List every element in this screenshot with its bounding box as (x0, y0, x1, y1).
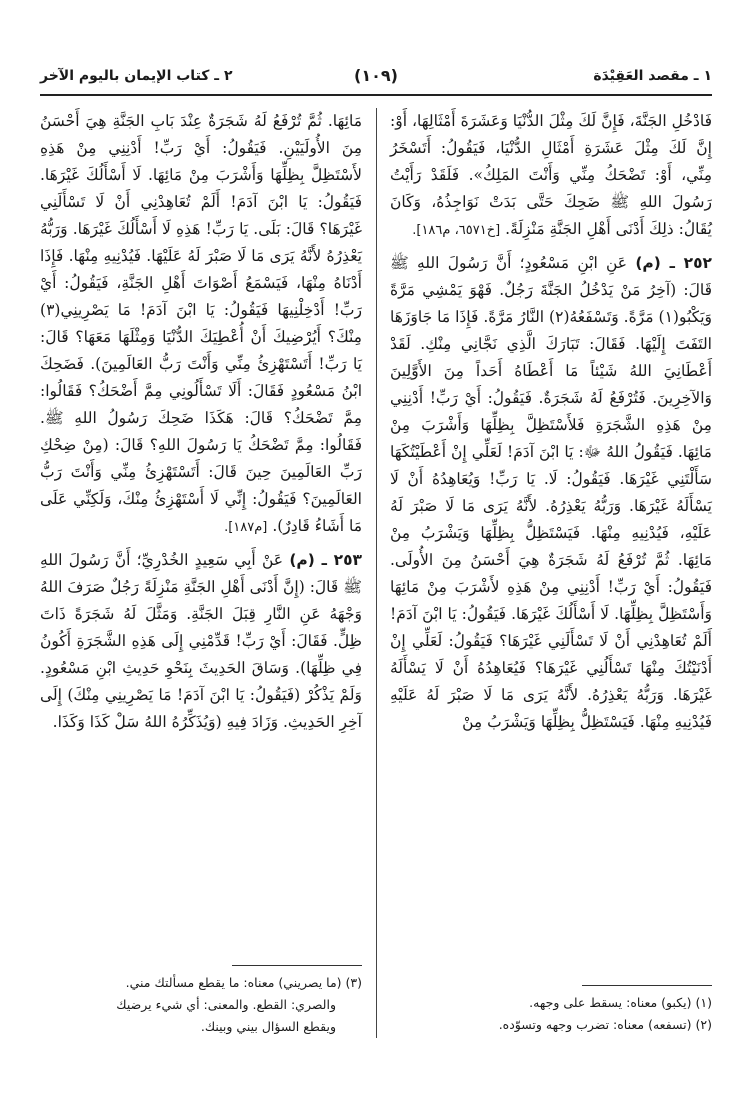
left-footnotes (40, 965, 362, 1038)
hadith-252-continued (40, 108, 362, 541)
footnote-rule (582, 985, 712, 986)
hadith-252-text: عَنِ ابْنِ مَسْعُودٍ؛ أَنَّ رَسُولَ اللهِ ﷺ قَالَ: (آخِرُ مَنْ يَدْخُلُ الجَنَّةَ رَجُلٌ. فَهْوَ يَمْشِي مَرَّةً وَيَكْبُو(١) مَرَّةً. وَتَسْفَعُهُ(٢) النَّارُ مَرَّةً. فَإِذَا مَا جَاوَزَهَا التَفَتَ إِلَيْهَا. فَقَالَ: تَبَارَكَ الَّذِي نَجَّانِي مِنْكِ. لَقَدْ أَعْطَانِيَ اللهُ شَيْئاً مَا أَعْطَاهُ أَحَداً مِنَ الأَوَّلِينَ وَالآخِرِينَ. فَتُرْفَعُ لَهُ شَجَرَةٌ. فَيَقُولُ: أَيْ رَبِّ! أَدْنِنِي مِنْ هَذِهِ الشَّجَرَةِ فَلأَسْتَظِلَّ بِظِلِّهَا وَأَشْرَبَ مِنْ مَائِهَا. فَيَقُولُ اللهُ ﷻ: يَا ابْنَ آدَمَ! لَعَلِّي إِنْ أَعْطَيْتُكَهَا سَأَلْتَنِي غَيْرَهَا. فَيَقُولُ: لَا. يَا رَبِّ! وَيُعَاهِدُهُ أَنْ لَا يَسْأَلَهُ غَيْرَهَا. وَرَبُّهُ يَعْذِرُهُ. لأَنَّهُ يَرَى مَا لَا صَبْرَ لَهُ عَلَيْهِ، فَيُدْنِيهِ مِنْهَا. فَيَسْتَظِلُّ بِظِلِّهَا وَيَشْرَبُ مِنْ مَائِهَا. ثُمَّ تُرْفَعُ لَهُ شَجَرَةٌ هِيَ أَحْسَنُ مِنَ الأُولَى. فَيَقُولُ: أَيْ رَبِّ! أَدْنِنِي مِنْ هَذِهِ لأَشْرَبَ مِنْ مَائِهَا وَأَسْتَظِلَّ بِظِلِّهَا. لَا أَسْأَلُكَ غَيْرَهَا. فَيَقُولُ: يَا ابْنَ آدَمَ! أَلَمْ تُعَاهِدْنِي أَنْ لَا تَسْأَلَنِي غَيْرَهَا؟ فَيَقُولُ: لَعَلِّي إِنْ أَدْنَيْتُكَ مِنْهَا تَسْأَلُنِي غَيْرَهَا؟ فَيُعَاهِدُهُ أَنْ لَا يَسْأَلَهُ غَيْرَهَا. وَرَبُّهُ يَعْذِرُهُ. لأَنَّهُ يَرَى مَا لَا صَبْرَ لَهُ عَلَيْهِ فَيُدْنِيهِ مِنْهَا. فَيَسْتَظِلُّ بِظِلِّهَا وَيَشْرَبُ مِنْ (390, 254, 712, 731)
hadith-253-number: ٢٥٣ ـ (م) (289, 551, 362, 569)
right-column (390, 108, 712, 1068)
hadith-252-number: ٢٥٢ ـ (م) (635, 254, 712, 272)
hadith-253-text: عَنْ أَبِي سَعِيدٍ الخُدْرِيِّ؛ أَنَّ رَسُولَ اللهِ ﷺ قَالَ: (إِنَّ أَدْنَى أَهْلِ الجَنَّةِ مَنْزِلَةً رَجُلٌ صَرَفَ اللهُ وَجْهَهُ عَنِ النَّارِ قِبَلَ الجَنَّةِ. وَمَثَّلَ لَهُ شَجَرَةً ذَاتَ ظِلٍّ. فَقَالَ: أَيْ رَبِّ! قَدِّمْنِي إِلَى هَذِهِ الشَّجَرَةِ أَكُونُ فِي ظِلِّهَا). وَسَاقَ الحَدِيثَ بِنَحْوِ حَدِيثِ ابْنِ مَسْعُودٍ. وَلَمْ يَذْكُرْ (فَيَقُولُ: يَا ابْنَ آدَمَ! مَا يَصْرِينِي مِنْكَ) إِلَى آخِرِ الحَدِيثِ. وَزَادَ فِيهِ (وَيُذَكِّرُهُ اللهُ سَلْ كَذَا وَكَذَا. (40, 551, 362, 731)
left-column (40, 108, 362, 1068)
header-chapter-title: ٢ ـ كتاب الإيمان باليوم الآخر (40, 68, 233, 84)
hadith-252 (390, 250, 712, 736)
page-number: (١٠٩) (354, 66, 398, 85)
footnote-2: (٢) (تسفعه) معناه: تضرب وجهه وتسوّده. (498, 1017, 712, 1032)
footnote-3: (٣) (ما يصريني) معناه: ما يقطع مسألتك مني. (125, 975, 362, 990)
hadith-252-reference: [م١٨٧]. (224, 520, 268, 535)
footnote-1: (١) (يكبو) معناه: يسقط على وجهه. (529, 995, 712, 1010)
text-columns (40, 108, 712, 1068)
header-section-title: ١ ـ مقصد العَقِيْدَة (593, 68, 712, 84)
hadith-251-reference: [خ٦٥٧١، م١٨٦]. (412, 223, 501, 238)
column-divider (376, 108, 377, 1038)
hadith-252-continued-text: مَائِهَا. ثُمَّ تُرْفَعُ لَهُ شَجَرَةٌ عِنْدَ بَابِ الجَنَّةِ هِيَ أَحْسَنُ مِنَ الأُولَيَيْنِ. فَيَقُولُ: أَيْ رَبِّ! أَدْنِنِي مِنْ هَذِهِ لأَسْتَظِلَّ بِظِلِّهَا وَأَشْرَبَ مِنْ مَائِهَا. لَا أَسْأَلُكَ غَيْرَهَا. فَيَقُولُ: يَا ابْنَ آدَمَ! أَلَمْ تُعَاهِدْنِي أَنْ لَا تَسْأَلَنِي غَيْرَهَا؟ قَالَ: بَلَى. يَا رَبِّ! هَذِهِ لَا أَسْأَلُكَ غَيْرَهَا. وَرَبُّهُ يَعْذِرُهُ لأَنَّهُ يَرَى مَا لَا صَبْرَ لَهُ عَلَيْهَا. فَيُدْنِيهِ مِنْهَا. فَإِذَا أَدْنَاهُ مِنْهَا، فَيَسْمَعُ أَصْوَاتَ أَهْلِ الجَنَّةِ، فَيَقُولُ: أَيْ رَبِّ! أَدْخِلْنِيهَا فَيَقُولُ: يَا ابْنَ آدَمَ! مَا يَصْرِينِي(٣) مِنْكَ؟ أَيُرْضِيكَ أَنْ أُعْطِيَكَ الدُّنْيَا وَمِثْلَهَا مَعَهَا؟ قَالَ: يَا رَبِّ! أَتَسْتَهْزِئُ مِنِّي وَأَنْتَ رَبُّ العَالَمِينَ). فَضَحِكَ ابْنُ مَسْعُودٍ فَقَالَ: أَلَا تَسْأَلُونِي مِمَّ أَضْحَكُ؟ فَقَالُوا: مِمَّ تَضْحَكُ؟ قَالَ: هَكَذَا ضَحِكَ رَسُولُ اللهِ ﷺ. فَقَالُوا: مِمَّ تَضْحَكُ يَا رَسُولَ اللهِ؟ قَالَ: (مِنْ ضِحْكِ رَبِّ العَالَمِينَ حِينَ قَالَ: أَتَسْتَهْزِئُ مِنِّي وَأَنْتَ رَبُّ العَالَمِينَ؟ فَيَقُولُ: إِنِّي لَا أَسْتَهْزِئُ مِنْكَ، وَلَكِنِّي عَلَى مَا أَشَاءُ قَادِرٌ). (40, 112, 362, 535)
footnote-3-line-3: ويقطع السؤال بيني وبينك. (200, 1019, 336, 1034)
footnote-3-line-2: والصري: القطع. والمعنى: أي شيء يرضيك (116, 997, 336, 1012)
right-footnotes (390, 985, 712, 1036)
hadith-251-end (390, 108, 712, 244)
footnote-rule (232, 965, 362, 966)
book-page (40, 60, 712, 1070)
hadith-251-text: فَادْخُلِ الجَنَّةَ، فَإِنَّ لَكَ مِثْلَ الدُّنْيَا وَعَشَرَةَ أَمْثَالِهَا، أَوْ: إِنَّ لَكَ مِثْلَ عَشَرَةِ أَمْثَالِ الدُّنْيَا، فَيَقُولُ: أَتَسْخَرُ مِنِّي، أَوْ: تَضْحَكُ مِنِّي وَأَنْتَ المَلِكُ». فَلَقَدْ رَأَيْتُ رَسُولَ اللهِ ﷺ ضَحِكَ حَتَّى بَدَتْ نَوَاجِذُهُ، وَكَانَ يُقَالُ: ذلِكَ أَدْنَى أَهْلِ الجَنَّةِ مَنْزِلَةً. (390, 112, 712, 238)
hadith-253 (40, 547, 362, 736)
page-header (40, 60, 712, 96)
